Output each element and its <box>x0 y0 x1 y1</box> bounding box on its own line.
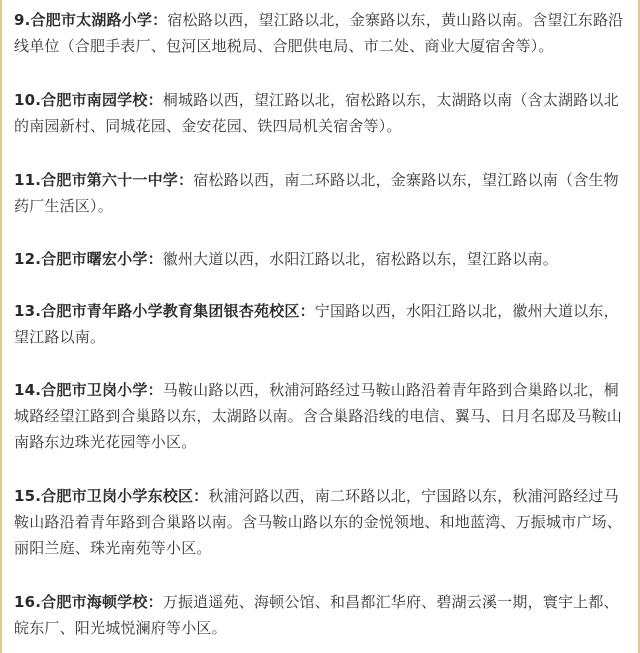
entry-heading: 16.合肥市海顿学校： <box>14 593 163 611</box>
entry-heading: 9.合肥市太湖路小学： <box>14 11 168 29</box>
entry-text: 桐城路以西，望江路以北，宿松路以东，太湖路以南（含太湖路以北的南园新村、同城花园、金安花园、铁四局机关宿舍等）。 <box>14 91 619 135</box>
entry-heading: 14.合肥市卫岗小学： <box>14 381 163 399</box>
entry-15 <box>14 483 626 561</box>
entry-heading: 11.合肥市第六十一中学： <box>14 171 194 189</box>
entry-14 <box>14 377 626 455</box>
entry-text: 宁国路以西，水阳江路以北，徽州大道以东，望江路以南。 <box>14 302 619 346</box>
entry-9 <box>14 7 626 59</box>
entry-heading: 15.合肥市卫岗小学东校区： <box>14 487 209 505</box>
entry-text: 万振逍遥苑、海顿公馆、和昌都汇华府、碧湖云溪一期，寰宇上都、皖东厂、阳光城悦澜府等小区。 <box>14 593 619 637</box>
entry-heading: 12.合肥市曙宏小学： <box>14 250 163 268</box>
entry-11 <box>14 167 626 219</box>
left-border <box>0 0 2 653</box>
entry-text: 宿松路以西，望江路以北，金寨路以东，黄山路以南。含望江东路沿线单位（合肥手表厂、包河区地税局、合肥供电局、市二处、商业大厦宿舍等）。 <box>14 11 624 55</box>
entry-heading: 10.合肥市南园学校： <box>14 91 163 109</box>
entry-text: 徽州大道以西，水阳江路以北，宿松路以东，望江路以南。 <box>162 250 558 268</box>
entry-10 <box>14 87 626 139</box>
entry-text: 宿松路以西，南二环路以北，金寨路以东，望江路以南（含生物药厂生活区）。 <box>14 171 619 215</box>
entry-12 <box>14 246 626 272</box>
entry-13 <box>14 298 626 350</box>
entry-text: 秋浦河路以西，南二环路以北，宁国路以东，秋浦河路经过马鞍山路沿着青年路到合巢路以南。含马鞍山路以东的金悦领地、和地蓝湾、万振城市广场、丽阳兰庭、珠光南苑等小区。 <box>14 487 623 557</box>
entry-heading: 13.合肥市青年路小学教育集团银杏苑校区： <box>14 302 315 320</box>
entry-16 <box>14 589 626 641</box>
entry-text: 马鞍山路以西，秋浦河路经过马鞍山路沿着青年路到合巢路以北，桐城路经望江路到合巢路以东，太湖路以南。含合巢路沿线的电信、翼马、日月名邸及马鞍山南路东边珠光花园等小区。 <box>14 381 623 451</box>
